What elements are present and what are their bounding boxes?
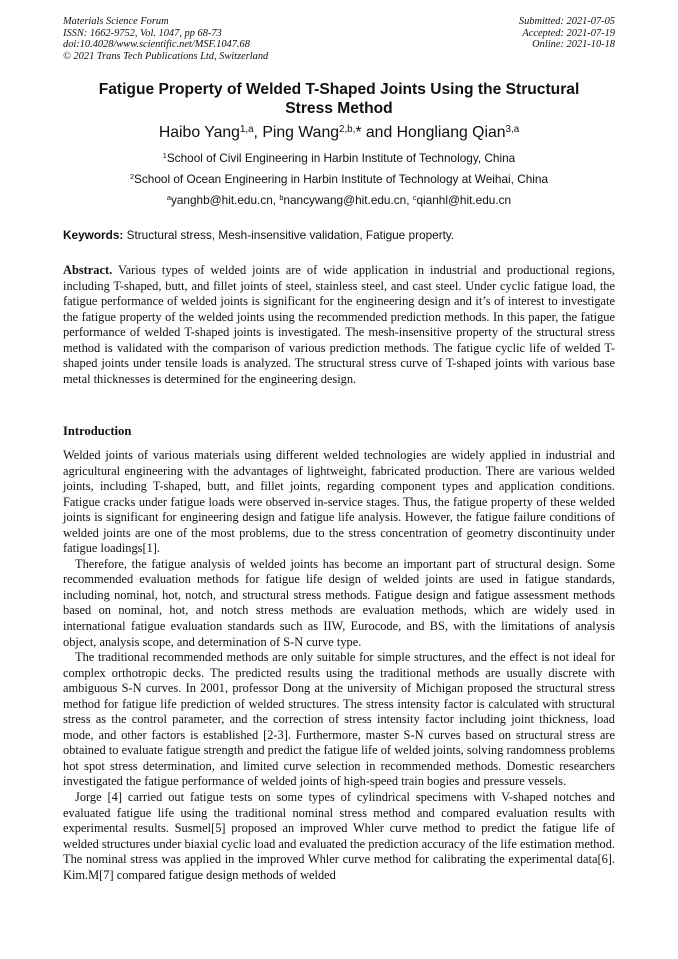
journal-info xyxy=(63,16,268,62)
accepted-date: Accepted: 2021-07-19 xyxy=(522,27,615,39)
author-affiliation-mark: 3,a xyxy=(505,123,520,135)
intro-paragraph: Welded joints of various materials using different welded technologies are widely applied in industrial and agricultural engineering with the advantages of lightweight, fabricated production. There are various welded joints, including T-shaped, butt, and fillet joints, regarding component types and application conditions. Fatigue cracks under fatigue loads were observed in-service stages. Thus, the fatigue property of these welded joints is significant for engineering design and fatigue life analysis. However, the fatigue failure conditions of welded joints are one of the most problems, due to the stress concentration of geometry discontinuity under fatigue loadings[1]. xyxy=(63,448,615,556)
section-heading-introduction: Introduction xyxy=(63,424,132,438)
affiliation-2 xyxy=(63,172,615,186)
author-separator: , xyxy=(253,124,263,141)
abstract-text: Various types of welded joints are of wide application in industrial and productional regions, including T-shaped, butt, and fillet joints of steel, stainless steel, and cast steel. Under cyclic fatigue load, the fatigue performance of welded joints is significant for the engineering design and it’s of interest to investigate the fatigue property of the welded joints using the recommended prediction methods. In this paper, the fatigue performance of welded T-shaped joints is investigated. The mesh-insensitive property of the structural stress method is validated with the comparison of various prediction methods. The fatigue cyclic life of welded T-shaped joints under tensile loads is analyzed. The structural stress curve of T-shaped joints with various base metal thicknesses is determined for the engineering design. xyxy=(63,263,615,386)
paper-title xyxy=(63,80,615,118)
intro-paragraph: Therefore, the fatigue analysis of welded joints has become an important part of structural design. Some recommended evaluation methods for fatigue life design of welded joints are used in fatigue standards, including nominal, hot, notch, and structural stress methods. Fatigue design and fatigue assessment methods based on nominal, hot, and notch stress methods are evaluation methods, which are widely used in international fatigue evaluation standards such as IIW, Eurocode, and BS, with the limitations of analysis object, analysis scope, and determination of S-N curve type. xyxy=(63,556,615,649)
author-name: Hongliang Qian xyxy=(396,124,506,141)
copyright: © 2021 Trans Tech Publications Ltd, Switzerland xyxy=(63,50,269,62)
title-line-2: Stress Method xyxy=(285,100,393,117)
email-link[interactable]: yanghb@hit.edu.cn xyxy=(170,193,273,207)
journal-name: Materials Science Forum xyxy=(63,16,169,27)
online-date: Online: 2021-10-18 xyxy=(532,39,615,51)
issn-volume: ISSN: 1662-9752, Vol. 1047, pp 68-73 xyxy=(63,27,222,39)
title-line-1: Fatigue Property of Welded T-Shaped Joints Using the Structural xyxy=(98,81,580,98)
author-affiliation-mark: 2,b, xyxy=(339,123,356,135)
email-separator: , xyxy=(406,193,413,207)
author-name: Haibo Yang xyxy=(158,124,240,141)
submission-dates xyxy=(519,16,615,51)
author-separator: and xyxy=(361,124,397,141)
abstract-paragraph xyxy=(63,263,615,387)
email-separator: , xyxy=(272,193,280,207)
affiliation-text: School of Civil Engineering in Harbin Institute of Technology, China xyxy=(166,151,516,165)
abstract xyxy=(63,263,615,387)
author-affiliation-mark: 1,a xyxy=(239,123,254,135)
affiliation-text: School of Ocean Engineering in Harbin Institute of Technology at Weihai, China xyxy=(134,172,549,186)
keywords-label: Keywords: xyxy=(63,228,124,242)
email-link[interactable]: qianhl@hit.edu.cn xyxy=(416,193,512,207)
submitted-date: Submitted: 2021-07-05 xyxy=(518,16,615,27)
abstract-label: Abstract. xyxy=(63,263,113,277)
author-name: Ping Wang xyxy=(262,124,340,141)
email-mark: b xyxy=(279,192,284,202)
affiliation-1 xyxy=(63,151,615,165)
author-list xyxy=(63,123,615,143)
intro-paragraph: Jorge [4] carried out fatigue tests on some types of cylindrical specimens with V-shaped notches and evaluated fatigue life using the traditional nominal stress method and compared evaluation results with experimental results. Susmel[5] proposed an improved Whler curve method to predict the fatigue life of welded structures under biaxial cyclic load and evaluated the prediction accuracy of the life estimation method. The nominal stress was applied in the improved Whler curve method for calibrating the experimental data[6]. Kim.M[7] compared fatigue design methods of welded xyxy=(63,790,615,882)
corresponding-author-mark: * xyxy=(355,124,362,141)
email-link[interactable]: nancywang@hit.edu.cn xyxy=(283,193,407,207)
keywords-text: Structural stress, Mesh-insensitive validation, Fatigue property. xyxy=(123,228,455,242)
introduction-body xyxy=(63,448,615,883)
email-mark: c xyxy=(412,192,417,202)
affiliation-mark: 1 xyxy=(162,150,167,160)
doi: doi:10.4028/www.scientific.net/MSF.1047.68 xyxy=(63,39,250,51)
author-emails xyxy=(63,193,615,207)
email-mark: a xyxy=(166,192,171,202)
affiliation-mark: 2 xyxy=(129,171,135,181)
intro-paragraph: The traditional recommended methods are only suitable for simple structures, and the effect is not ideal for complex orthotropic decks. The predicted results using the traditional methods are usually discrete with ambiguous S-N curves. In 2001, professor Dong at the university of Michigan proposed the structural stress method for fatigue life prediction of welded structures. The stress intensity factor is calculated with structural stress as the control parameter, and the correction of stress intensity factor including joint thickness, load mode, and other factors is established [2-3]. Furthermore, master S-N curves based on structural stress are obtained to evaluate fatigue strength and predict the fatigue life of welded joints, solving randomness problems hot spot stress determination, and limited curve selection in recommended methods. Domestic researchers investigated the fatigue performance of welded joints of high-speed train bogies and pressure vessels. xyxy=(63,650,615,789)
keywords xyxy=(63,228,615,242)
